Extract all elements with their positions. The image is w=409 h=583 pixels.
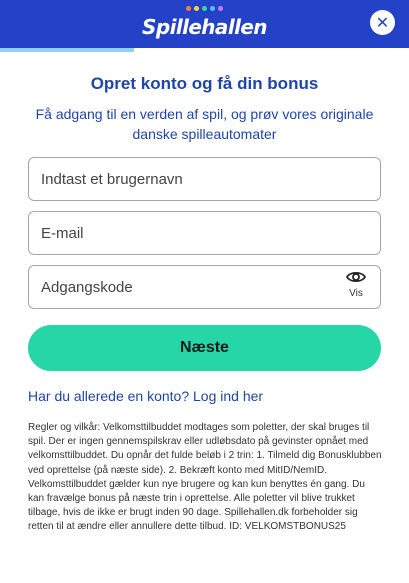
logo-text: Spillehallen (142, 15, 267, 39)
close-icon: ✕ (375, 13, 390, 32)
header-accent-bar (0, 48, 134, 52)
logo-dot (202, 6, 207, 11)
username-field[interactable] (28, 157, 381, 201)
spillehallen-logo (0, 6, 409, 39)
login-link[interactable]: Har du allerede en konto? Log ind her (28, 388, 264, 404)
terms-text: Regler og vilkår: Velkomsttilbuddet modtages som poletter, der skal bruges til spil. Der er ingen gennemspilskrav eller udløbsdato på gevinster opnået med velkomsttilbuddet. Du opnår det fulde beløb i 2 trin: 1. Tilmeld dig Bonusklubben ved oprettelse (på næste side). 2. Bekræft konto med MitID/NemID. Velkomsttilbuddet gælder kun nye brugere og kan kun benyttes én gang. Du kan fravælge bonus på næste trin i oprettelse. Alle poletter vil blive trukket tilbage, hvis de ikke er brugt inden 90 dage. Spillehallen.dk forbeholder sig retten til at ændre eller annullere dette tilbud. ID: VELKOMSTBONUS25 (28, 422, 382, 533)
close-button[interactable] (370, 10, 395, 35)
show-password-toggle[interactable] (344, 270, 368, 299)
next-button[interactable]: Næste (28, 325, 381, 371)
password-input[interactable] (41, 266, 341, 308)
logo-dots (0, 6, 409, 14)
logo-dot (186, 6, 191, 11)
eye-icon (346, 270, 366, 284)
email-input[interactable] (41, 212, 341, 254)
password-field[interactable] (28, 265, 381, 309)
logo-dot (210, 6, 215, 11)
page-subtitle: Få adgang til en verden af spil, og prøv vores originale danske spilleautomater (35, 106, 374, 142)
logo-dot (218, 6, 223, 11)
email-field[interactable] (28, 211, 381, 255)
logo-dot (194, 6, 199, 11)
header-bar (0, 0, 409, 48)
page-title: Opret konto og få din bonus (90, 74, 319, 93)
username-input[interactable] (41, 158, 341, 200)
show-password-label: Vis (349, 288, 363, 299)
